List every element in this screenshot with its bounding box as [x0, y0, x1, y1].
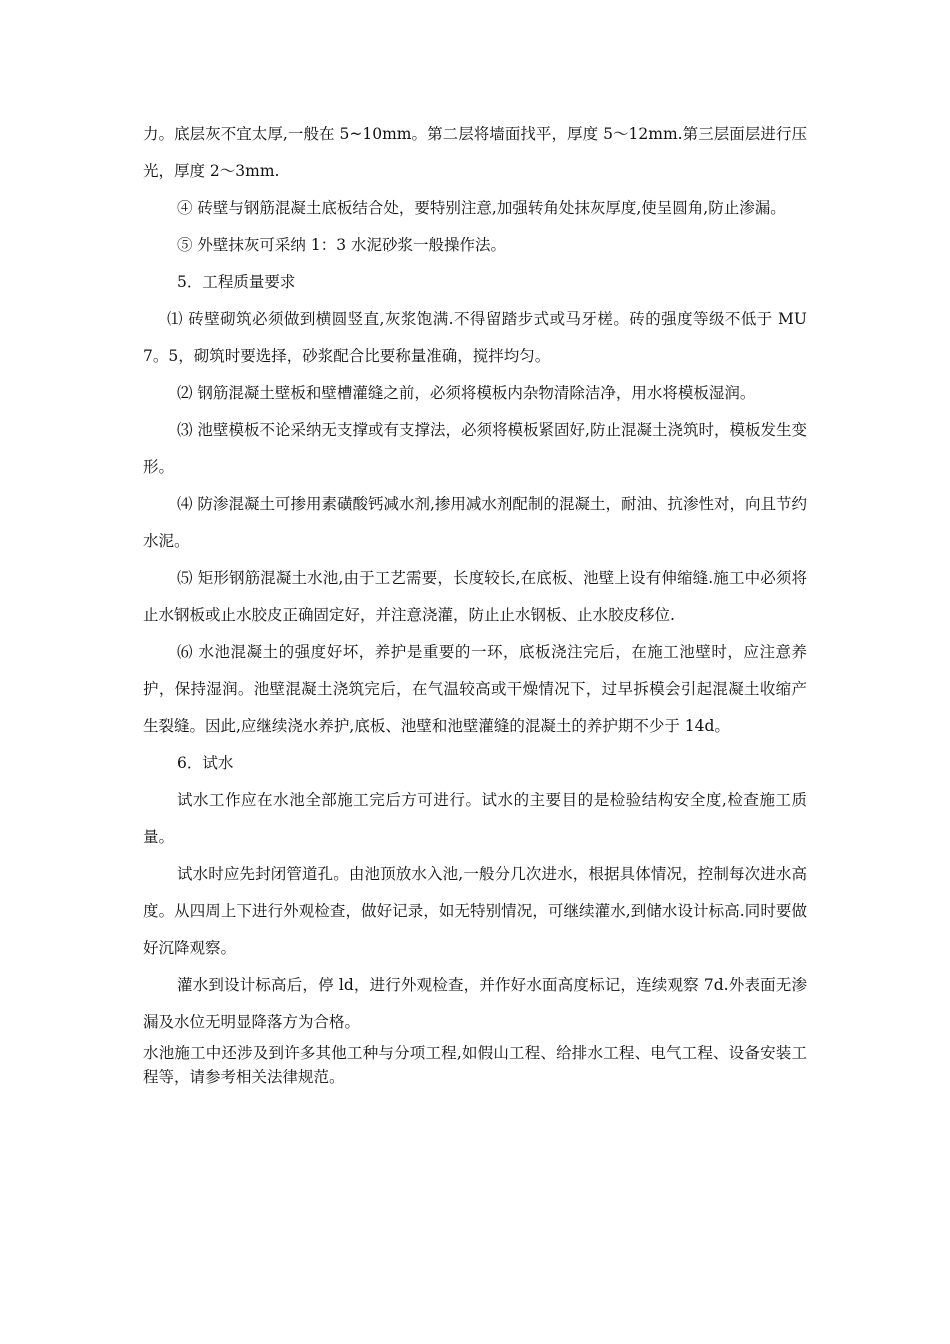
section-heading-quality: 5．工程质量要求: [177, 273, 296, 291]
paragraph-water-test-2: 试水时应先封闭管道孔。由池顶放水入池,一般分几次进水，根据具体情况，控制每次进水高度。从四周上下进行外观检查，做好记录，如无特别情况，可继续灌水,到储水设计标高.同时要做好沉降观察。: [143, 865, 807, 957]
paragraph-quality-5: ⑸ 矩形钢筋混凝土水池,由于工艺需要，长度较长,在底板、池壁上设有伸缩缝.施工中必须将止水钢板或止水胶皮正确固定好，并注意浇灌，防止止水钢板、止水胶皮移位.: [143, 569, 807, 624]
paragraph-quality-3: ⑶ 池壁模板不论采纳无支撑或有支撑法，必须将模板紧固好,防止混凝土浇筑时，模板发生变形。: [143, 421, 807, 476]
paragraph-plaster-layers: 力。底层灰不宜太厚,一般在 5~10mm。第二层将墙面找平，厚度 5～12mm.第三层面层进行压光，厚度 2～3mm.: [143, 125, 807, 180]
paragraph-quality-1: ⑴ 砖壁砌筑必须做到横圆竖直,灰浆饱满.不得留踏步式或马牙槎。砖的强度等级不低于 MU7。5，砌筑时要选择，砂浆配合比要称量准确，搅拌均匀。: [143, 310, 807, 365]
paragraph-item-5: ⑤ 外壁抹灰可采纳 1：3 水泥砂浆一般操作法。: [177, 236, 507, 254]
section-heading-water-test: 6．试水: [177, 754, 234, 772]
paragraph-water-test-3: 灌水到设计标高后，停 ld，进行外观检查，并作好水面高度标记，连续观察 7d.外表面无渗漏及水位无明显降落方为合格。: [143, 976, 807, 1031]
document-body: [143, 116, 807, 1089]
paragraph-water-test-1: 试水工作应在水池全部施工完后方可进行。试水的主要目的是检验结构安全度,检查施工质量。: [143, 791, 807, 846]
paragraph-quality-6: ⑹ 水池混凝土的强度好坏，养护是重要的一环，底板浇注完后，在施工池壁时，应注意养护，保持湿润。池壁混凝土浇筑完后，在气温较高或干燥情况下，过早拆模会引起混凝土收缩产生裂缝。因此,应继续浇水养护,底板、池壁和池壁灌缝的混凝土的养护期不少于 14d。: [143, 643, 807, 735]
paragraph-quality-4: ⑷ 防渗混凝土可掺用素磺酸钙减水剂,掺用减水剂配制的混凝土，耐油、抗渗性对，向且节约水泥。: [143, 495, 807, 550]
paragraph-item-4: ④ 砖壁与钢筋混凝土底板结合处，要特别注意,加强转角处抹灰厚度,使呈圆角,防止渗漏。: [177, 199, 786, 217]
paragraph-quality-2: ⑵ 钢筋混凝土壁板和壁槽灌缝之前，必须将模板内杂物清除洁净，用水将模板湿润。: [177, 384, 756, 402]
paragraph-closing-note: 水池施工中还涉及到许多其他工种与分项工程,如假山工程、给排水工程、电气工程、设备安装工程等，请参考相关法律规范。: [143, 1044, 807, 1086]
